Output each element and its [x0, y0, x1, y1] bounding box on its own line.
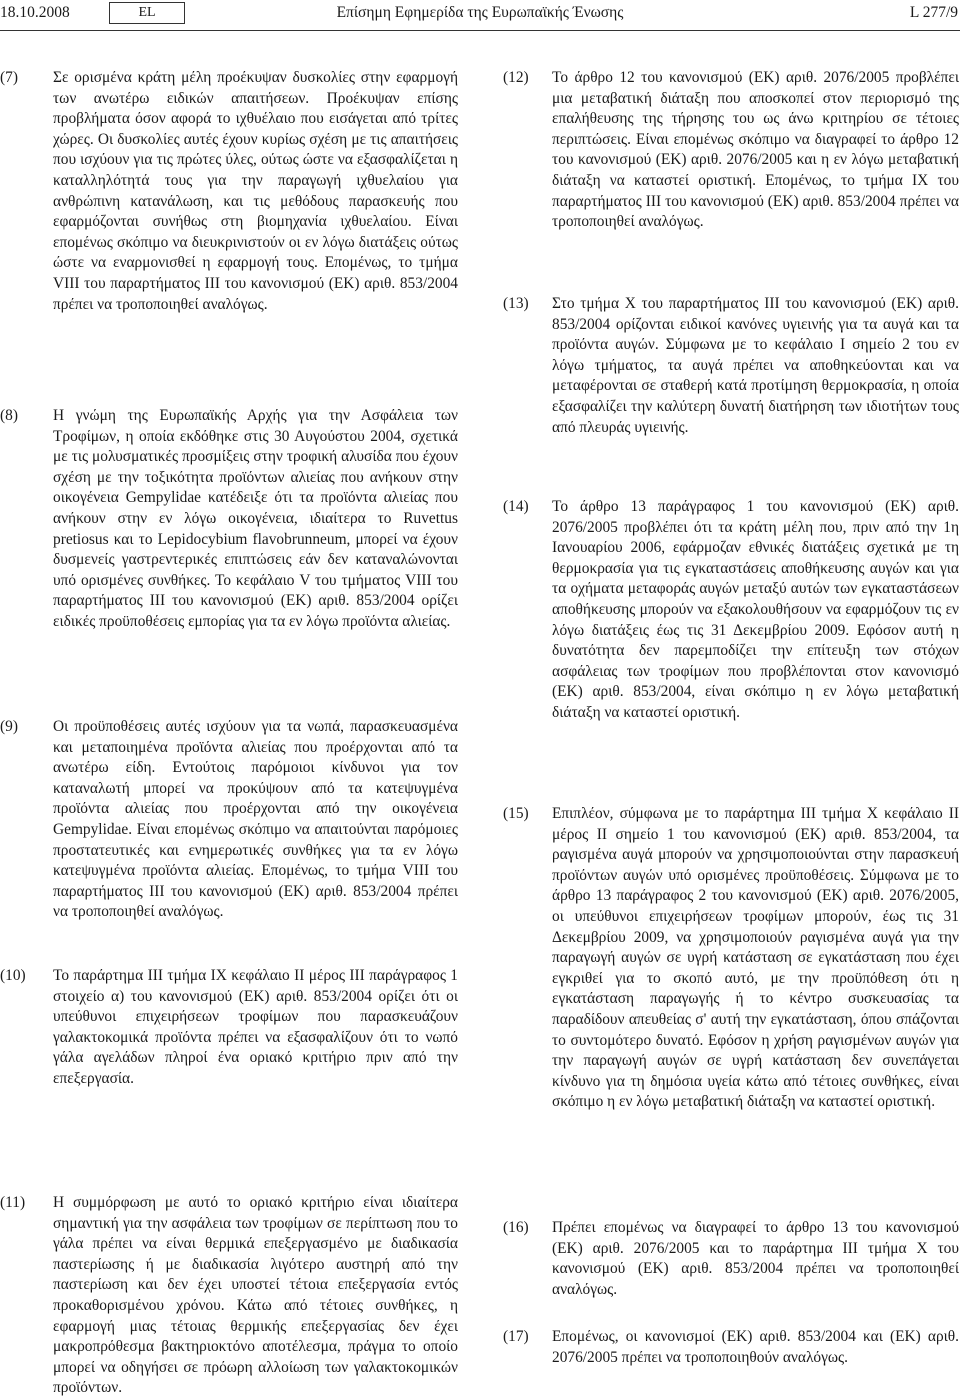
recital-number: (16) [503, 1219, 529, 1236]
recital-number: (17) [503, 1328, 529, 1345]
recital-17 [503, 1327, 959, 1368]
recital-text: Οι προϋποθέσεις αυτές ισχύουν για τα νωπά, παρασκευασμένα και μεταποιημένα προϊόντα αλιείας που προέρχονται από τα ανωτέρω είδη. Εντούτοις παρόμοιοι κίνδυνοι για τον καταναλωτή μπορεί να προκύψουν από τα κατεψυγμένα προϊόντα αλιείας που προέρχονται από την οικογένεια Gempylidae. Είναι επομένως σκόπιμο να απαιτούνται παρόμοιες προστατευτικές και ενημερωτικές συνθήκες για τα εν λόγω κατεψυγμένα προϊόντα αλιείας. Επομένως, το τμήμα VIII του παραρτήματος III του κανονισμού (ΕΚ) αριθ. 853/2004 πρέπει να τροποποιηθεί αναλόγως. [53, 718, 458, 921]
recital-text: Το παράρτημα III τμήμα IX κεφάλαιο II μέρος III παράγραφος 1 στοιχείο α) του κανονισμού (ΕΚ) αριθ. 853/2004 ορίζει ότι οι υπεύθυνοι επιχειρήσεων τροφίμων που παρασκευάζουν γαλακτοκομικά προϊόντα πρέπει να εξασφαλίζουν ότι το νωπό γάλα αγελάδων πληροί ένα οριακό κριτήριο πριν από την επεξεργασία. [53, 967, 458, 1087]
recital-text: Πρέπει επομένως να διαγραφεί το άρθρο 13 του κανονισμού (ΕΚ) αριθ. 2076/2005 και το παράρτημα III τμήμα X του κανονισμού (ΕΚ) αριθ. 853/2004 πρέπει να τροποποιηθεί αναλόγως. [552, 1219, 959, 1298]
recital-number: (9) [0, 718, 18, 735]
recital-number: (7) [0, 69, 18, 86]
recital-7 [0, 68, 458, 315]
recital-13 [503, 294, 959, 438]
recital-text: Το άρθρο 12 του κανονισμού (ΕΚ) αριθ. 2076/2005 προβλέπει μια μεταβατική διάταξη που αποσκοπεί στον περιορισμό της επαλήθευσης της τήρησης του ως άνω κριτηρίου σε τέτοιες περιπτώσεις. Είναι επομένως σκόπιμο να διαγραφεί το άρθρο 12 του κανονισμού (ΕΚ) αριθ. 2076/2005 και η εν λόγω μεταβατική διάταξη να καταστεί οριστική. Επομένως, το τμήμα IX του παραρτήματος III του κανονισμού (ΕΚ) αριθ. 853/2004 πρέπει να τροποποιηθεί αναλόγως. [552, 69, 959, 231]
recital-8 [0, 406, 458, 633]
recital-text: Η γνώμη της Ευρωπαϊκής Αρχής για την Ασφάλεια των Τροφίμων, η οποία εκδόθηκε στις 30 Αυγούστου 2004, σχετικά με τις μολυσματικές προσμίξεις στην τροφική αλυσίδα που έχουν σχέση με την τοξικότητα προϊόντων αλιείας που ανήκουν στην οικογένεια Gempylidae κατέδειξε ότι τα προϊόντα αλιείας που ανήκουν στην εν λόγω οικογένεια, ιδιαίτερα το Ruvettus pretiosus και το Lepidocybium flavobrunneum, μπορεί να έχουν δυσμενείς γαστρεντερικές επιπτώσεις εάν δεν καταναλώνονται υπό ορισμένες συνθήκες. Το κεφάλαιο V του τμήματος VIII του παραρτήματος III του κανονισμού (ΕΚ) αριθ. 853/2004 ορίζει ειδικές προϋποθέσεις εμπορίας για τα εν λόγω προϊόντα αλιείας. [53, 407, 458, 630]
recital-text: Το άρθρο 13 παράγραφος 1 του κανονισμού (ΕΚ) αριθ. 2076/2005 προβλέπει ότι τα κράτη μέλη που, πριν από την 1η Ιανουαρίου 2006, εφάρμοζαν εθνικές διατάξεις σχετικά με τη θερμοκρασία για τις εγκαταστάσεις αποθήκευσης αυγών και για τα οχήματα μεταφοράς αυγών μεταξύ αυτών των εγκαταστάσεων αποθήκευσης μπορούν να εξακολουθήσουν να εφαρμόζουν τις εν λόγω διατάξεις έως τις 31 Δεκεμβρίου 2009. Εφόσον αυτή η δυνατότητα δεν παρεμποδίζει την επίτευξη των στόχων ασφάλειας των τροφίμων που προβλέπονται στον κανονισμό (ΕΚ) αριθ. 853/2004, είναι σκόπιμο η εν λόγω μεταβατική διάταξη να καταστεί οριστική. [552, 498, 959, 721]
language-badge: EL [109, 2, 185, 24]
recital-text: Επιπλέον, σύμφωνα με το παράρτημα III τμήμα X κεφάλαιο II μέρος II σημείο 1 του κανονισμού (ΕΚ) αριθ. 853/2004, τα ραγισμένα αυγά μπορούν να χρησιμοποιούνται στην παρασκευή προϊόντων αυγών υπό ορισμένες προϋποθέσεις. Σύμφωνα με το άρθρο 13 παράγραφος 2 του κανονισμού (ΕΚ) αριθ. 2076/2005, οι υπεύθυνοι επιχειρήσεων τροφίμων μπορούν, έως τις 31 Δεκεμβρίου 2009, να χρησιμοποιούν ραγισμένα αυγά για την παραγωγή αυγών σε υγρή κατάσταση σε εγκατάσταση που έχει εγκριθεί για το σκοπό αυτό, με την προϋπόθεση ότι η εγκατάσταση παραγωγής ή το κέντρο συσκευασίας τα παραδίδουν απευθείας σ' αυτή την εγκατάσταση, όπου σπάζονται το συντομότερο δυνατό. Εφόσον η χρήση ραγισμένων αυγών για την παραγωγή αυγών σε υγρή κατάσταση δεν συνεπάγεται κίνδυνο για τη δημόσια υγεία κάτω από τέτοιες συνθήκες, είναι σκόπιμο η εν λόγω μεταβατική διάταξη να καταστεί οριστική. [552, 805, 959, 1111]
journal-title: Επίσημη Εφημερίδα της Ευρωπαϊκής Ένωσης [336, 4, 624, 21]
recital-number: (13) [503, 295, 529, 312]
recital-9 [0, 717, 458, 923]
recital-text: Επομένως, οι κανονισμοί (ΕΚ) αριθ. 853/2004 και (ΕΚ) αριθ. 2076/2005 πρέπει να τροποποιηθούν αναλόγως. [552, 1328, 959, 1366]
recital-11 [0, 1193, 458, 1399]
recital-number: (12) [503, 69, 529, 86]
recital-text: Στο τμήμα X του παραρτήματος III του κανονισμού (ΕΚ) αριθ. 853/2004 ορίζονται ειδικοί κανόνες υγιεινής για τα αυγά και τα προϊόντα αυγών. Σύμφωνα με το κεφάλαιο I σημείο 2 του εν λόγω τμήματος, τα αυγά πρέπει να αποθηκεύονται και να μεταφέρονται σε σταθερή κατά προτίμηση θερμοκρασία, η οποία εξασφαλίζει την καλύτερη δυνατή διατήρηση των ιδιοτήτων τους από πλευράς υγιεινής. [552, 295, 959, 436]
recital-number: (10) [0, 967, 26, 984]
recital-text: Η συμμόρφωση με αυτό το οριακό κριτήριο είναι ιδιαίτερα σημαντική για την ασφάλεια των τροφίμων σε περίπτωση που το γάλα πρέπει να είναι θερμικά επεξεργασμένο με διαδικασία παστερίωσης ή με διαδικασία λιγότερο αυστηρή από την παστερίωση και δεν έχει υποστεί τέτοια επεξεργασία εντός προκαθορισμένου χρόνου. Κάτω από τέτοιες συνθήκες, η εφαρμογή μιας τέτοιας θερμικής επεξεργασίας δεν έχει μακροπρόθεσμα βακτηριοκτόνο αποτέλεσμα, πράγμα το οποίο μπορεί να οδηγήσει σε πρόωρη αλλοίωση των γαλακτοκομικών προϊόντων. [53, 1194, 458, 1397]
header-rule [0, 30, 960, 31]
recital-15 [503, 804, 959, 1113]
page-reference: L 277/9 [909, 4, 958, 21]
publication-date: 18.10.2008 [0, 4, 70, 21]
recital-16 [503, 1218, 959, 1300]
recital-12 [503, 68, 959, 233]
recital-text: Σε ορισμένα κράτη μέλη προέκυψαν δυσκολίες στην εφαρμογή των ανωτέρω ειδικών απαιτήσεων. Προέκυψαν επίσης προβλήματα όσον αφορά το ιχθυέλαιο που εισάγεται από τρίτες χώρες. Οι δυσκολίες αυτές έχουν κυρίως σχέση με τις απαιτήσεις που ισχύουν για τις πρώτες ύλες, ούτως ώστε να εξασφαλίζεται η καταλληλότητά τους για την παραγωγή ιχθυελαίου για ανθρώπινη κατανάλωση, και τις μεθόδους παρασκευής που εφαρμόζονται συνήθως στη βιομηχανία ιχθυελαίου. Είναι επομένως σκόπιμο να διευκρινιστούν οι εν λόγω διατάξεις ούτως ώστε να εναρμονισθεί η εφαρμογή τους. Επομένως, το τμήμα VIII του παραρτήματος III του κανονισμού (ΕΚ) αριθ. 853/2004 πρέπει να τροποποιηθεί αναλόγως. [53, 69, 458, 313]
recital-14 [503, 497, 959, 724]
page-header [0, 0, 960, 36]
recital-number: (15) [503, 805, 529, 822]
recital-number: (14) [503, 498, 529, 515]
recital-10 [0, 966, 458, 1090]
recital-number: (8) [0, 407, 18, 424]
recital-number: (11) [0, 1194, 26, 1211]
